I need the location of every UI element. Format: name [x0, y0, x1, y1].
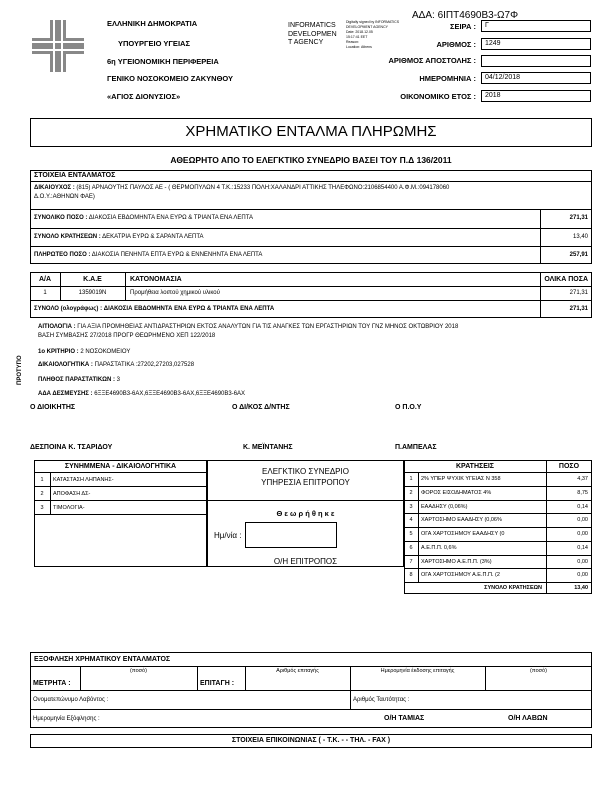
- col-amount: ΟΛΙΚΑ ΠΟΣΑ: [544, 276, 588, 283]
- audit-title: ΕΛΕΓΚΤΙΚΟ ΣΥΝΕΔΡΙΟ: [262, 467, 349, 476]
- receiver-label: Ο/Η ΛΑΒΩΝ: [508, 715, 548, 722]
- deduction-amount: 0,00: [577, 517, 588, 524]
- item-name: Προμήθεια λοιπού χημικού υλικού: [130, 290, 220, 296]
- deduction-amount: 0,14: [577, 544, 588, 551]
- series-field: Γ: [481, 20, 591, 32]
- deduction-amount: 8,75: [577, 489, 588, 496]
- side-label: ΠΡΟΤΥΠΟ: [17, 355, 23, 385]
- name-director: ΔΕΣΠΟΙΝΑ Κ. ΤΣΑΡΙΔΟΥ: [30, 444, 113, 451]
- col-aa: Α/Α: [38, 276, 52, 283]
- name-finance: Π.ΑΜΠΕΛΑΣ: [395, 444, 437, 451]
- deduction-name: ΟΓΑ ΧΑΡΤΟΣΗΜΟΥ ΕΑΑΔΗΣΥ (0: [421, 531, 505, 537]
- deduction-n: 2: [409, 489, 413, 496]
- dispatch-number-field: [481, 55, 591, 67]
- check-amount-hdr: (ποσό): [530, 668, 547, 674]
- receiver-id-label: Αριθμός Ταυτότητας :: [353, 697, 410, 703]
- item-kae: 1359019Ν: [78, 290, 107, 296]
- name-admin-director: Κ. ΜΕΪΝΤΑΝΗΣ: [243, 444, 293, 451]
- deduction-n: 7: [409, 558, 413, 565]
- deductions-hdr-name: ΚΡΑΤΗΣΕΙΣ: [455, 463, 495, 470]
- deductions-total-text: ΣΥΝΟΛΟ ΚΡΑΤΗΣΕΩΝ : ΔΕΚΑΤΡΙΑ ΕΥΡΩ & ΣΑΡΑΝΤΑ ΛΕΠΤΑ: [34, 234, 204, 240]
- deduction-n: 5: [409, 531, 413, 537]
- deduction-amount: 0,14: [577, 503, 588, 510]
- deduction-name: Α.Ε.Π.Π. 0,6%: [421, 544, 457, 551]
- item-aa: 1: [43, 290, 47, 296]
- org-line-3: 6η ΥΓΕΙΟΝΟΜΙΚΗ ΠΕΡΙΦΕΡΕΙΑ: [107, 57, 219, 66]
- receiver-name-label: Ονοματεπώνυμο Λαβόντος :: [33, 697, 109, 703]
- items-total-text: ΣΥΝΟΛΟ (ολογράφως) : ΔΙΑΚΟΣΙΑ ΕΒΔΟΜΗΝΤΑ ΕΝΑ ΕΥΡΩ & ΤΡΙΑΝΤΑ ΕΝΑ ΛΕΠΤΑ: [34, 306, 275, 312]
- deduction-name: ΧΑΡΤΟΣΗΜΟ Α.Ε.Π.Π. (3%): [421, 558, 492, 565]
- check-number-hdr: Αριθμός επιταγής: [276, 668, 319, 674]
- payable-value: 257,91: [569, 252, 588, 258]
- attached-n-3: 3: [40, 505, 44, 511]
- supporting-docs: ΔΙΚΑΙΟΛΟΓΗΤΙΚΑ : ΠΑΡΑΣΤΑΤΙΚΑ :27202,27203,027528: [38, 362, 195, 368]
- items-total-value: 271,31: [569, 306, 588, 312]
- attached-doc-3: ΤΙΜΟΛΟΓΙΑ-: [53, 505, 85, 511]
- hospital-cross-logo: [30, 18, 86, 74]
- payment-date-label: Ημερομηνία Εξόφλησης :: [33, 716, 100, 722]
- deduction-n: 4: [409, 517, 413, 524]
- ada-code: ΑΔΑ: 6ΙΠΤ4690Β3-Ω7Φ: [412, 10, 519, 21]
- deduction-n: 3: [409, 503, 413, 510]
- attached-doc-2: ΑΠΟΦΑΣΗ ΔΣ-: [53, 491, 91, 497]
- attached-title: ΣΥΝΗΜΜΕΝΑ - ΔΙΚΑΙΟΛΟΓΗΤΙΚΑ: [64, 463, 177, 470]
- payment-title: ΕΞΟΦΛΗΣΗ ΧΡΗΜΑΤΙΚΟΥ ΕΝΤΑΛΜΑΤΟΣ: [34, 656, 171, 663]
- cash-amount-hdr: (ποσό): [130, 668, 147, 674]
- beneficiary: ΔΙΚΑΙΟΥΧΟΣ : (815) ΑΡΝΑΟΥΤΗΣ ΠΑΥΛΟΣ ΑΕ - ( ΘΕΡΜΟΠΥΛΩΝ 4 Τ.Κ.:15233 ΠΟΛΗ:ΧΑΛΑΝΔΡΙ ΑΤΤΙΚΗΣ ΤΗΛΕΦΩΝΟ:2106854400 Α.Φ.Μ.:094178060 Δ.Ο.Υ.:ΑΘΗΝΩΝ ΦΑΕ): [34, 185, 450, 200]
- payable-text: ΠΛΗΡΩΤΕΟ ΠΟΣΟ : ΔΙΑΚΟΣΙΑ ΠΕΝΗΝΤΑ ΕΠΤΑ ΕΥΡΩ & ΕΝΝΕΝΗΝΤΑ ΕΝΑ ΛΕΠΤΑ: [34, 252, 263, 258]
- deduction-n: 8: [409, 572, 413, 579]
- digital-signature-stamp: Digitally signed by INFORMATICS DEVELOPMENT AGENCY Date: 2018.12.05 15:17:41 EET Reason: Location: Athens: [346, 20, 400, 49]
- criterion: 1ο ΚΡΙΤΗΡΙΟ : 2 ΝΟΣΟΚΟΜΕΙΟΥ: [38, 349, 131, 355]
- deductions-total-amount: 13,40: [574, 585, 588, 591]
- fiscal-year-field: 2018: [481, 90, 591, 102]
- org-line-5: «ΑΓΙΟΣ ΔΙΟΝΥΣΙΟΣ»: [107, 92, 181, 101]
- deduction-name: ΟΓΑ ΧΑΡΤΟΣΗΜΟΥ Α.Ε.Π.Π. (2: [421, 572, 500, 579]
- check-date-hdr: Ημερομηνία έκδοσης επιταγής: [380, 668, 455, 674]
- deductions-total-label: ΣΥΝΟΛΟ ΚΡΑΤΗΣΕΩΝ: [484, 585, 542, 591]
- page-subtitle: ΑΘΕΩΡΗΤΟ ΑΠΟ ΤΟ ΕΛΕΓΚΤΙΚΟ ΣΥΝΕΔΡΙΟ ΒΑΣΕΙ ΤΟΥ Π.Δ 136/2011: [170, 155, 452, 165]
- col-name: ΚΑΤΟΝΟΜΑΣΙΑ: [130, 276, 182, 283]
- deductions-hdr-amount: ΠΟΣΟ: [558, 463, 580, 470]
- page-title: ΧΡΗΜΑΤΙΚΟ ΕΝΤΑΛΜΑ ΠΛΗΡΩΜΗΣ: [185, 123, 437, 140]
- audit-date-label: Ημ/νία :: [214, 531, 242, 540]
- org-line-2: ΥΠΟΥΡΓΕΙΟ ΥΓΕΙΑΣ: [118, 39, 190, 48]
- dispatch-number-label: ΑΡΙΘΜΟΣ ΑΠΟΣΤΟΛΗΣ :: [388, 56, 476, 65]
- org-line-1: ΕΛΛΗΝΙΚΗ ΔΗΜΟΚΡΑΤΙΑ: [107, 19, 198, 28]
- informatics-signature: INFORMATICS DEVELOPMEN T AGENCY: [288, 22, 337, 46]
- number-label: ΑΡΙΘΜΟΣ :: [436, 40, 476, 49]
- attached-n-2: 2: [40, 491, 44, 497]
- org-line-4: ΓΕΝΙΚΟ ΝΟΣΟΚΟΜΕΙΟ ΖΑΚΥΝΘΟΥ: [107, 74, 234, 83]
- date-field: 04/12/2018: [481, 72, 591, 84]
- deduction-name: 2% ΥΠΕΡ ΨΥΧΙΚ ΥΓΕΙΑΣ Ν 358: [421, 476, 501, 482]
- check-label: ΕΠΙΤΑΓΗ :: [200, 680, 235, 687]
- deductions-total-value: 13,40: [572, 234, 588, 240]
- docs-count: ΠΛΗΘΟΣ ΠΑΡΑΣΤΑΤΙΚΩΝ : 3: [38, 377, 120, 383]
- fiscal-year-label: ΟΙΚΟΝΟΜΙΚΟ ΕΤΟΣ :: [400, 92, 476, 101]
- deduction-amount: 4,37: [577, 476, 588, 482]
- deduction-amount: 0,00: [577, 572, 588, 579]
- role-admin-director: Ο ΔΙ/ΚΟΣ Δ/ΝΤΗΣ: [232, 404, 290, 411]
- deduction-name: ΕΑΑΔΗΣΥ (0,06%): [421, 503, 468, 510]
- attached-doc-1: ΚΑΤΑΣΤΑΣΗ ΛΗΠΑΝΗΣ-: [53, 477, 114, 483]
- date-label: ΗΜΕΡΟΜΗΝΙΑ :: [419, 74, 476, 83]
- details-title: ΣΤΟΙΧΕΙΑ ΕΝΤΑΛΜΑΤΟΣ: [34, 172, 116, 179]
- deduction-n: 1: [409, 476, 413, 482]
- verified-label: Θ ε ω ρ ή θ η κ ε: [276, 509, 335, 518]
- role-director: Ο ΔΙΟΙΚΗΤΗΣ: [30, 404, 76, 411]
- deduction-name: ΦΟΡΟΣ ΕΙΣΟΔΗΜΑΤΟΣ 4%: [421, 489, 492, 496]
- attached-n-1: 1: [40, 477, 44, 483]
- audit-subtitle: ΥΠΗΡΕΣΙΑ ΕΠΙΤΡΟΠΟΥ: [261, 478, 350, 487]
- deduction-amount: 0,00: [577, 531, 588, 537]
- deduction-amount: 0,00: [577, 558, 588, 565]
- total-amount-text: ΣΥΝΟΛΙΚΟ ΠΟΣΟ : ΔΙΑΚΟΣΙΑ ΕΒΔΟΜΗΝΤΑ ΕΝΑ ΕΥΡΩ & ΤΡΙΑΝΤΑ ΕΝΑ ΛΕΠΤΑ: [34, 215, 253, 221]
- total-amount-value: 271,31: [569, 215, 588, 221]
- number-field: 1249: [481, 38, 591, 50]
- audit-date-field: [245, 522, 337, 548]
- cashier-label: Ο/Η ΤΑΜΙΑΣ: [384, 715, 425, 722]
- role-finance: Ο Π.Ο.Υ: [395, 404, 422, 411]
- series-label: ΣΕΙΡΑ :: [449, 22, 476, 31]
- contact-footer: ΣΤΟΙΧΕΙΑ ΕΠΙΚΟΙΝΩΝΙΑΣ ( - Τ.Κ. - - ΤΗΛ. - FAX ): [231, 737, 391, 744]
- deduction-n: 6: [409, 544, 413, 551]
- commissioner-label: Ο/Η ΕΠΙΤΡΟΠΟΣ: [273, 557, 338, 566]
- ada-commitment: ΑΔΑ ΔΕΣΜΕΥΣΗΣ : 6ΞΞΕ4690Β3-6ΑΧ,6ΞΞΕ4690Β3-6ΑΧ,6ΞΞΕ4690Β3-6ΑΧ: [38, 391, 246, 397]
- cash-label: ΜΕΤΡΗΤΑ :: [33, 680, 71, 687]
- reasoning: ΑΙΤΙΟΛΟΓΙΑ : ΓΙΑ ΑΞΙΑ ΠΡΟΜΗΘΕΙΑΣ ΑΝΤΙΔΡΑΣΤΗΡΙΩΝ ΕΚΤΟΣ ΑΝΑΛΥΤΩΝ ΓΙΑ ΤΙΣ ΑΝΑΓΚΕΣ ΤΩΝ ΕΡΓΑΣΤΗΡΙΩΝ ΤΟΥ ΓΝΖ ΜΗΝΟΣ ΟΚΤΩΒΡΙΟΥ 2018 ΒΑΣΗ ΣΥΜΒΑΣΗΣ 27/2018 ΠΡΟΓΡ ΘΕΩΡΗΜΕΝΟ ΧΕΠ 122/2018: [38, 324, 459, 339]
- item-amount: 271,31: [569, 290, 588, 296]
- col-kae: Κ.Α.Ε: [83, 276, 102, 283]
- deduction-name: ΧΑΡΤΟΣΗΜΟ ΕΑΑΔΗΣΥ (0,06%: [421, 517, 502, 524]
